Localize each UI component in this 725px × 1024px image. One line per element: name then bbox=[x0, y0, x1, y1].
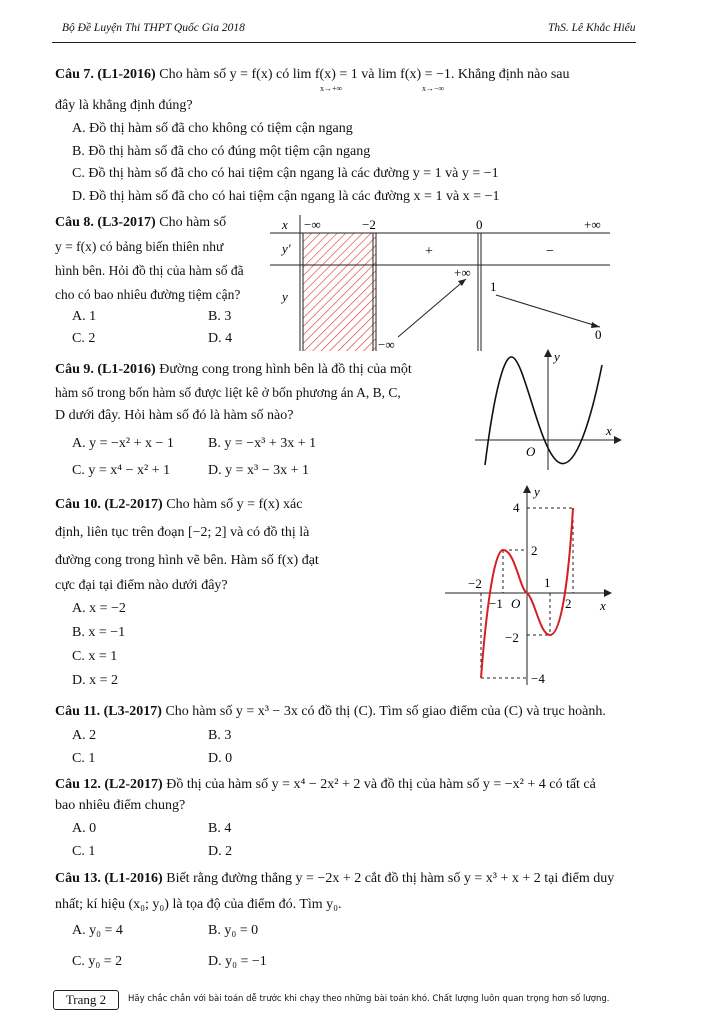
q12-option-c: C. 1 bbox=[72, 844, 96, 859]
q9-option-d: D. y = x³ − 3x + 1 bbox=[208, 463, 309, 478]
q10-line2: định, liên tục trên đoạn [−2; 2] và có đồ thị là bbox=[55, 525, 310, 540]
q8-table-plus: + bbox=[425, 244, 433, 259]
q12-label: Câu 12. (L2-2017) bbox=[55, 777, 163, 792]
page-number-box: Trang 2 bbox=[53, 990, 119, 1010]
q11-option-b: B. 3 bbox=[208, 728, 232, 743]
q7-label: Câu 7. (L1-2016) bbox=[55, 67, 156, 82]
q7-option-d: D. Đồ thị hàm số đã cho có hai tiệm cận ngang là các đường x = 1 và x = −1 bbox=[72, 189, 500, 204]
q10-tick-4: 4 bbox=[513, 500, 520, 515]
q13-stem1: Biết rằng đường thẳng y = −2x + 2 cắt đồ thị hàm số y = x³ + x + 2 tại điểm duy bbox=[166, 871, 615, 886]
q8-table-yminf: −∞ bbox=[378, 337, 395, 352]
q8-table-yzero: 0 bbox=[595, 327, 602, 342]
q11-stem: Cho hàm số y = x³ − 3x có đồ thị (C). Tìm số giao điểm của (C) và trục hoành. bbox=[165, 704, 606, 719]
q10-tick-m4: −4 bbox=[531, 671, 545, 686]
q10-stem-line1 bbox=[55, 496, 302, 514]
q10-tick-2: 2 bbox=[531, 543, 538, 558]
q10-option-d: D. x = 2 bbox=[72, 673, 119, 688]
q8-table-minus: − bbox=[546, 244, 554, 259]
q9-line3: D dưới đây. Hỏi hàm số đó là hàm số nào? bbox=[55, 408, 294, 423]
q8-stem-line1 bbox=[55, 214, 226, 232]
q10-tick-m2x: −2 bbox=[468, 576, 482, 591]
q13-option-a: A. y₀ = 4 bbox=[72, 923, 123, 938]
q8-table-yp: y′ bbox=[282, 241, 291, 256]
q7-limit-sub1: x→+∞ bbox=[320, 84, 343, 93]
q8-line1: Cho hàm số bbox=[159, 215, 227, 230]
q8-line2: y = f(x) có bảng biến thiên như bbox=[55, 239, 224, 254]
q9-label: Câu 9. (L1-2016) bbox=[55, 362, 156, 377]
q8-line4: cho có bao nhiêu đường tiệm cận? bbox=[55, 287, 241, 302]
q12-option-d: D. 2 bbox=[208, 844, 233, 859]
q11-option-d: D. 0 bbox=[208, 751, 233, 766]
q11-stem-line bbox=[55, 703, 606, 721]
q8-table-zero: 0 bbox=[476, 217, 483, 232]
q9-x-label: x bbox=[606, 423, 612, 438]
q8-line3: hình bên. Hỏi đồ thị của hàm số đã bbox=[55, 263, 244, 278]
q7-option-b: B. Đồ thị hàm số đã cho có đúng một tiệm cận ngang bbox=[72, 144, 371, 159]
q9-y-label: y bbox=[554, 349, 560, 364]
q9-graph bbox=[470, 345, 630, 475]
q12-option-a: A. 0 bbox=[72, 821, 97, 836]
q7-stem-line2: đây là khẳng định đúng? bbox=[55, 98, 193, 113]
q10-label: Câu 10. (L2-2017) bbox=[55, 497, 163, 512]
q13-option-d: D. y₀ = −1 bbox=[208, 954, 267, 969]
q11-option-a: A. 2 bbox=[72, 728, 97, 743]
q12-stem-line2: bao nhiêu điểm chung? bbox=[55, 798, 186, 813]
q12-stem-line1 bbox=[55, 776, 596, 794]
q9-option-b: B. y = −x³ + 3x + 1 bbox=[208, 436, 317, 451]
q10-line3: đường cong trong hình vẽ bên. Hàm số f(x) đạt bbox=[55, 553, 319, 568]
q8-table-x: x bbox=[282, 217, 288, 232]
q8-table-one: 1 bbox=[490, 279, 497, 294]
q9-line2: hàm số trong bốn hàm số được liệt kê ở bốn phương án A, B, C, bbox=[55, 385, 401, 400]
q11-label: Câu 11. (L3-2017) bbox=[55, 704, 162, 719]
q10-tick-1: 1 bbox=[544, 575, 551, 590]
q10-y-label: y bbox=[534, 484, 540, 499]
q8-option-c: C. 2 bbox=[72, 331, 96, 346]
q7-stem1: Cho hàm số y = f(x) có lim f(x) = 1 và lim f(x) = −1. Khẳng định nào sau bbox=[159, 67, 570, 82]
q9-option-c: C. y = x⁴ − x² + 1 bbox=[72, 463, 171, 478]
q11-option-c: C. 1 bbox=[72, 751, 96, 766]
q8-table-m2: −2 bbox=[362, 217, 376, 232]
q8-option-b: B. 3 bbox=[208, 309, 232, 324]
q8-table-y: y bbox=[282, 289, 288, 304]
q13-option-c: C. y₀ = 2 bbox=[72, 954, 123, 969]
header-rule bbox=[52, 42, 636, 43]
q9-line1: Đường cong trong hình bên là đồ thị của một bbox=[159, 362, 412, 377]
q13-option-b: B. y₀ = 0 bbox=[208, 923, 259, 938]
q7-limit-sub2: x→−∞ bbox=[422, 84, 445, 93]
q10-option-b: B. x = −1 bbox=[72, 625, 126, 640]
q9-curve bbox=[485, 357, 602, 465]
q13-label: Câu 13. (L1-2016) bbox=[55, 871, 163, 886]
q7-option-c: C. Đồ thị hàm số đã cho có hai tiệm cận ngang là các đường y = 1 và y = −1 bbox=[72, 166, 499, 181]
q10-x-label: x bbox=[600, 598, 606, 613]
q12-option-b: B. 4 bbox=[208, 821, 232, 836]
q7-option-a: A. Đồ thị hàm số đã cho không có tiệm cận ngang bbox=[72, 121, 353, 136]
q7-stem-line1 bbox=[55, 66, 570, 84]
q10-tick-2x: 2 bbox=[565, 596, 572, 611]
q9-origin-label: O bbox=[526, 444, 536, 459]
q8-table-pinf: +∞ bbox=[584, 217, 601, 232]
footer-note: Hãy chắc chắn với bài toán dễ trước khi chạy theo những bài toán khó. Chất lượng luôn quan trọng hơn số lượng. bbox=[128, 994, 610, 1004]
q8-option-d: D. 4 bbox=[208, 331, 233, 346]
q8-table-minf: −∞ bbox=[304, 217, 321, 232]
q8-hatched-region bbox=[303, 233, 376, 351]
q13-stem-line2: nhất; kí hiệu (x₀; y₀) là tọa độ của điểm đó. Tìm y₀. bbox=[55, 897, 342, 912]
q9-option-a: A. y = −x² + x − 1 bbox=[72, 436, 174, 451]
q10-graph bbox=[440, 480, 620, 690]
q8-option-a: A. 1 bbox=[72, 309, 97, 324]
q13-stem-line1 bbox=[55, 870, 614, 888]
q10-tick-m2y: −2 bbox=[505, 630, 519, 645]
q10-option-a: A. x = −2 bbox=[72, 601, 126, 616]
q10-tick-m1: −1 bbox=[489, 596, 503, 611]
header-left: Bộ Đề Luyện Thi THPT Quốc Gia 2018 bbox=[62, 22, 245, 34]
q10-option-c: C. x = 1 bbox=[72, 649, 118, 664]
header-right: ThS. Lê Khắc Hiếu bbox=[548, 22, 636, 34]
q10-origin-label: O bbox=[511, 596, 521, 611]
q8-label: Câu 8. (L3-2017) bbox=[55, 215, 156, 230]
q8-variation-table bbox=[270, 215, 620, 355]
q9-stem-line1 bbox=[55, 361, 412, 379]
q8-table-ypinf: +∞ bbox=[454, 265, 471, 280]
q10-line1: Cho hàm số y = f(x) xác bbox=[166, 497, 303, 512]
q10-line4: cực đại tại điểm nào dưới đây? bbox=[55, 578, 228, 593]
q12-stem1: Đồ thị của hàm số y = x⁴ − 2x² + 2 và đồ thị của hàm số y = −x² + 4 có tất cả bbox=[166, 777, 596, 792]
